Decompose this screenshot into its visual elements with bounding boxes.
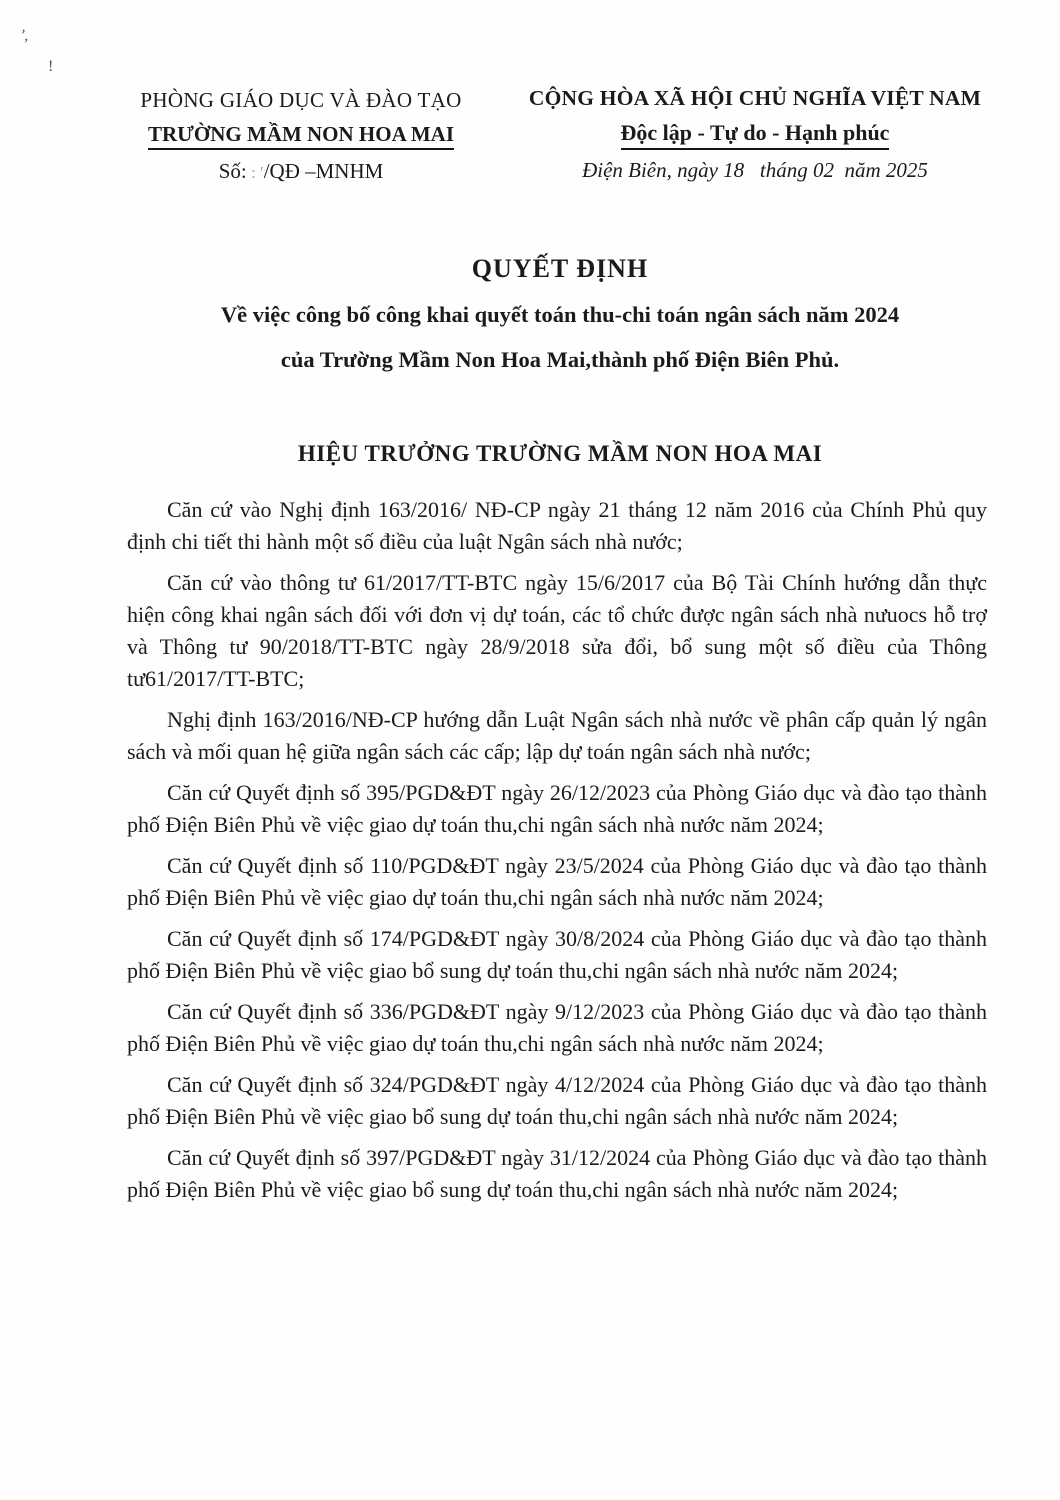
legal-basis-section xyxy=(127,494,987,1215)
scan-noise-mark: ’, xyxy=(18,27,31,45)
body-paragraph: Căn cứ vào Nghị định 163/2016/ NĐ-CP ngày 21 tháng 12 năm 2016 của Chính Phủ quy định chi tiết thi hành một số điều của luật Ngân sách nhà nước; xyxy=(127,497,987,554)
body-paragraph: Căn cứ Quyết định số 174/PGD&ĐT ngày 30/8/2024 của Phòng Giáo dục và đào tạo thành phố Điện Biên Phủ về việc giao bổ sung dự toán thu,chi ngân sách nhà nước năm 2024; xyxy=(127,926,987,983)
country-title: CỘNG HÒA XÃ HỘI CHỦ NGHĨA VIỆT NAM xyxy=(528,86,982,110)
body-paragraph: Căn cứ Quyết định số 336/PGD&ĐT ngày 9/12/2023 của Phòng Giáo dục và đào tạo thành phố Điện Biên Phủ về việc giao dự toán thu,chi ngân sách nhà nước năm 2024; xyxy=(127,999,987,1056)
issuer-heading: HIỆU TRƯỞNG TRƯỜNG MẦM NON HOA MAI xyxy=(297,441,823,466)
national-motto: Độc lập - Tự do - Hạnh phúc xyxy=(505,120,1005,146)
body-paragraph: Căn cứ Quyết định số 110/PGD&ĐT ngày 23/5/2024 của Phòng Giáo dục và đào tạo thành phố Điện Biên Phủ về việc giao dự toán thu,chi ngân sách nhà nước năm 2024; xyxy=(127,853,987,910)
body-paragraph: Căn cứ vào thông tư 61/2017/TT-BTC ngày 15/6/2017 của Bộ Tài Chính hướng dẫn thực hiện công khai ngân sách đối với đơn vị dự toán, các tổ chức được ngân sách nhà nưuocs hỗ trợ và Thông tư 90/2018/TT-BTC ngày 28/9/2018 sửa đổi, bổ sung một số điều của Thông tư61/2017/TT-BTC; xyxy=(127,570,987,691)
document-number: Số: : ′/QĐ –MNHM xyxy=(218,159,384,183)
decision-subject-line-2: của Trường Mầm Non Hoa Mai,thành phố Điện Biên Phủ. xyxy=(280,347,840,372)
national-header-block xyxy=(505,86,1005,183)
parent-agency-name: PHÒNG GIÁO DỤC VÀ ĐÀO TẠO xyxy=(140,88,462,112)
school-name: TRƯỜNG MẦM NON HOA MAI xyxy=(92,122,510,147)
body-paragraph: Căn cứ Quyết định số 395/PGD&ĐT ngày 26/12/2023 của Phòng Giáo dục và đào tạo thành phố Điện Biên Phủ về việc giao dự toán thu,chi ngân sách nhà nước năm 2024; xyxy=(127,780,987,837)
decision-heading: QUYẾT ĐỊNH xyxy=(471,254,649,283)
body-paragraph: Nghị định 163/2016/NĐ-CP hướng dẫn Luật Ngân sách nhà nước về phân cấp quản lý ngân sách và mối quan hệ giữa ngân sách các cấp; lập dự toán ngân sách nhà nước; xyxy=(127,707,987,764)
decision-title-block xyxy=(130,254,990,373)
place-date-line: Điện Biên, ngày 18 tháng 02 năm 2025 xyxy=(582,158,928,182)
decision-subject-line-1: Về việc công bố công khai quyết toán thu-chi toán ngân sách năm 2024 xyxy=(220,302,900,327)
body-paragraph: Căn cứ Quyết định số 397/PGD&ĐT ngày 31/12/2024 của Phòng Giáo dục và đào tạo thành phố Điện Biên Phủ về việc giao bổ sung dự toán thu,chi ngân sách nhà nước năm 2024; xyxy=(127,1145,987,1202)
faint-number-mark: : ′ xyxy=(246,163,264,182)
body-paragraph: Căn cứ Quyết định số 324/PGD&ĐT ngày 4/12/2024 của Phòng Giáo dục và đào tạo thành phố Điện Biên Phủ về việc giao bổ sung dự toán thu,chi ngân sách nhà nước năm 2024; xyxy=(127,1072,987,1129)
issuing-agency-block xyxy=(92,88,510,184)
scan-noise-mark: ! xyxy=(48,58,54,75)
